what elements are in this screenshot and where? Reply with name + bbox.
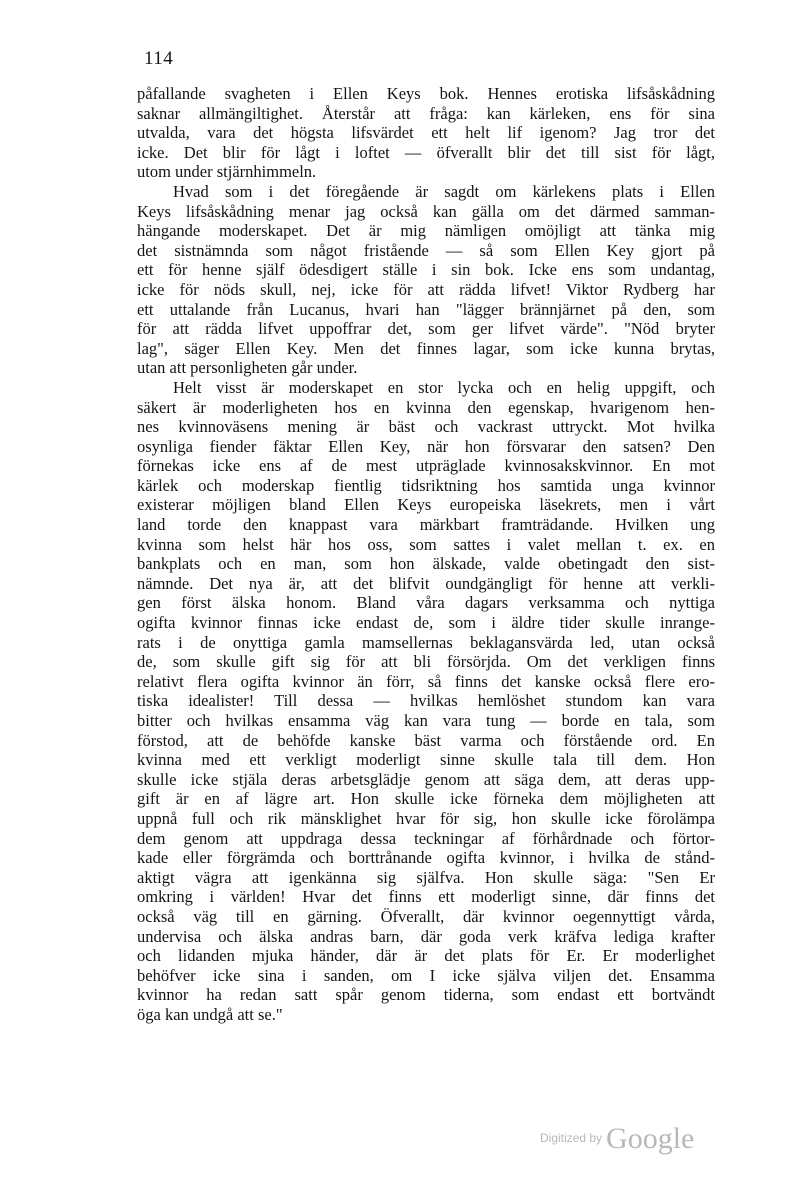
text-line: utan att personligheten går under.: [137, 358, 358, 378]
book-page-text: [137, 84, 715, 1025]
text-line: ogifta kvinnor finnas icke endast de, som i äldre tider skulle inrange-: [137, 613, 715, 633]
text-line: utvalda, vara det högsta lifsvärdet ett helt lif igenom? Jag tror det: [137, 123, 715, 143]
text-line: påfallande svagheten i Ellen Keys bok. Hennes erotiska lifsåskådning: [137, 84, 715, 103]
text-line: Hvad som i det föregående är sagdt om kärlekens plats i Ellen: [173, 181, 715, 201]
paragraph: [137, 182, 715, 378]
digitized-watermark: [540, 1122, 694, 1156]
text-line: det sistnämnda som något fristående — så som Ellen Key gjort på: [137, 240, 715, 260]
text-line: tiska idealister! Till dessa — hvilkas hemlöshet stundom kan vara: [137, 691, 715, 711]
text-line: land torde den knappast vara märkbart framträdande. Hvilken ung: [137, 515, 715, 535]
text-line: Keys lifsåskådning menar jag också kan gälla om det därmed samman-: [137, 201, 715, 221]
text-line: hängande moderskapet. Det är mig nämligen omöjligt att tänka mig: [137, 221, 715, 241]
text-line: bitter och hvilkas ensamma väg kan vara tung — borde en tala, som: [137, 711, 715, 730]
digitized-by-label: Digitized by: [540, 1131, 603, 1145]
text-line: saknar allmängiltighet. Återstår att fråga: kan kärleken, ens för sina: [137, 103, 715, 123]
text-line: också väg till en gärning. Öfverallt, där kvinnor oegennyttigt vårda,: [137, 906, 715, 926]
text-line: och lidanden mjuka händer, där är det plats för Er. Er moderlighet: [137, 946, 715, 966]
text-line: lag", säger Ellen Key. Men det finnes lagar, som icke kunna brytas,: [137, 338, 715, 358]
text-line: nämnde. Det nya är, att det blifvit oundgängligt för henne att verkli-: [137, 573, 715, 593]
text-line: osynliga fiender fäktar Ellen Key, när hon försvarar den satsen? Den: [137, 436, 715, 456]
text-line: relativt flera ogifta kvinnor än förr, så finns det kanske också flere ero-: [137, 671, 715, 691]
text-line: icke. Det blir för lågt i loftet — öfverallt blir det till sist för lågt,: [137, 142, 715, 162]
text-line: de, som skulle gift sig för att bli försörjda. Om det verkligen finns: [137, 652, 715, 672]
text-line: bankplats och en man, som hon älskade, valde obetingadt den sist-: [137, 554, 715, 574]
text-line: nes kvinnoväsens mening är bäst och vackrast uttryckt. Mot hvilka: [137, 417, 715, 437]
text-line: aktigt vägra att igenkänna sig själfva. Hon skulle säga: "Sen Er: [137, 867, 715, 887]
text-line: för att rädda lifvet uppoffrar det, som ger lifvet värde". "Nöd bryter: [137, 319, 715, 339]
text-line: ett uttalande från Lucanus, hvari han "lägger brännjärnet på den, som: [137, 299, 715, 319]
text-line: säkert är moderligheten hos en kvinna den egenskap, hvarigenom hen-: [137, 397, 715, 417]
paragraph: [137, 84, 715, 182]
google-logo: Google: [606, 1122, 695, 1155]
text-line: skulle icke stjäla deras arbetsglädje genom att säga dem, att deras upp-: [137, 769, 715, 789]
text-line: kade eller förgrämda och borttrånande ogifta kvinnor, i hvilka de stånd-: [137, 848, 715, 868]
text-line: kvinna som helst här hos oss, som sattes i valet mellan t. ex. en: [137, 534, 715, 554]
text-line: dem genom att uppdraga dessa teckningar af förhårdnade och förtor-: [137, 828, 715, 848]
text-line: uppnå full och rik mänsklighet hvar för sig, hon skulle icke förolämpa: [137, 808, 715, 828]
text-line: utom under stjärnhimmeln.: [137, 162, 317, 182]
text-line: existerar möjligen bland Ellen Keys europeiska läsekrets, men i vårt: [137, 495, 715, 515]
text-line: icke för nöds skull, nej, icke för att rädda lifvet! Viktor Rydberg har: [137, 279, 715, 299]
text-line: kvinnor ha redan satt spår genom tiderna, som endast ett bortvändt: [137, 985, 715, 1005]
text-line: kärlek och moderskap fientlig tidsriktning hos samtida unga kvinnor: [137, 475, 715, 495]
page-number: 114: [144, 48, 174, 69]
text-line: gift är en af lägre art. Hon skulle icke förneka dem möjligheten att: [137, 789, 715, 809]
text-line: förnekas icke ens af de mest utpräglade kvinnosakskvinnor. En mot: [137, 456, 715, 476]
text-line: gen först älska honom. Bland våra dagars verksamma och nyttiga: [137, 593, 715, 613]
text-line: undervisa och älska andras barn, där goda verk kräfva lediga krafter: [137, 926, 715, 946]
text-line: omkring i världen! Hvar det finns ett moderligt sinne, där finns det: [137, 887, 715, 907]
text-line: öga kan undgå att se.": [137, 1004, 283, 1024]
text-line: kvinna med ett verkligt moderligt sinne skulle tala till dem. Hon: [137, 750, 715, 770]
paragraph: [137, 378, 715, 1025]
text-line: ett för henne själf ödesdigert ställe i sin bok. Icke ens som undantag,: [137, 260, 715, 280]
text-line: förstod, att de behöfde kanske bäst varma och förstående ord. En: [137, 730, 715, 750]
text-line: behöfver icke sina i sanden, om I icke själva viljen det. Ensamma: [137, 965, 715, 985]
text-line: rats i de onyttiga gamla mamsellernas beklagansvärda led, utan också: [137, 632, 715, 652]
text-line: Helt visst är moderskapet en stor lycka och en helig uppgift, och: [173, 377, 715, 397]
